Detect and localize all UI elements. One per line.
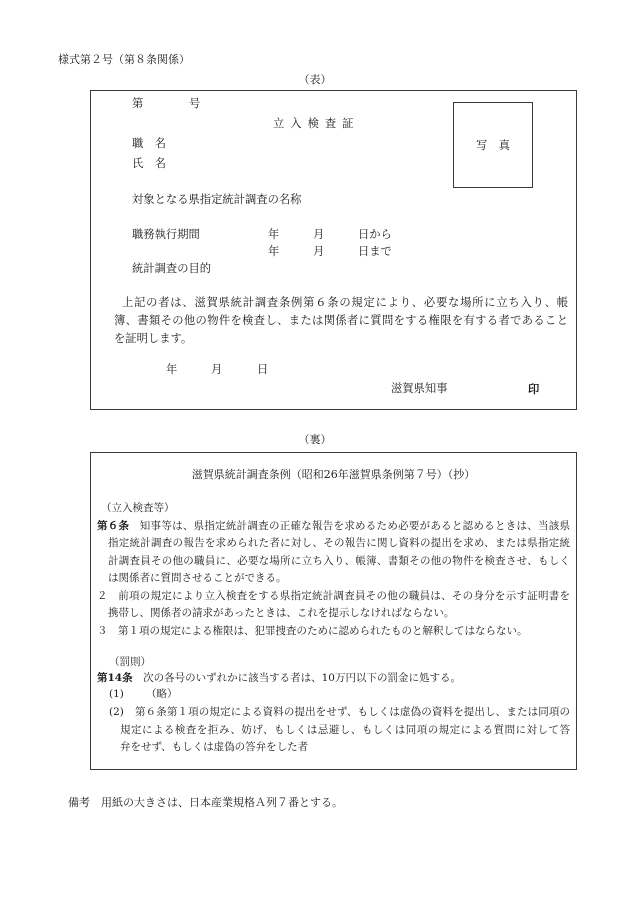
ordinance-title: 滋賀県統計調査条例（昭和26年滋賀県条例第７号）（抄） xyxy=(191,468,476,481)
para-3-text: 第１項の規定による権限は、犯罪捜査のために認められたものと解釈してはならない。 xyxy=(118,625,528,637)
article-6-text: 知事等は、県指定統計調査の正確な報告を求めるため必要があると認めるときは、当該県 xyxy=(139,520,571,532)
period-from-year: 年 xyxy=(268,228,280,241)
issue-date-year: 年 xyxy=(166,363,178,376)
certificate-title: 立 入 検 査 証 xyxy=(273,117,355,130)
period-label: 職務執行期間 xyxy=(132,228,200,241)
front-certificate-box xyxy=(90,90,577,410)
photo-label: 写 真 xyxy=(476,139,510,152)
period-from-month: 月 xyxy=(313,228,325,241)
item-2-line: 第６条第１項の規定による資料の提出をせず、もしくは虚偽の資料を提出し、または同項の xyxy=(135,706,570,718)
certificate-number-suffix: 号 xyxy=(189,97,201,110)
article-6-para-2-line xyxy=(97,588,570,604)
article-6-line: 指定統計調査の報告を求められた者に対し、その報告に関し資料の提出を求め、または県指定統 xyxy=(108,537,570,549)
front-side-label: （表） xyxy=(298,73,332,86)
para-2-number: ２ xyxy=(97,590,108,602)
item-2-line: 弁をせず、もしくは虚偽の答弁をした者 xyxy=(120,741,309,753)
article-14-label: 第14条 xyxy=(97,672,133,684)
article-14-line xyxy=(97,670,461,686)
article-6-line xyxy=(97,518,570,534)
article-6-para-3-line xyxy=(97,623,528,639)
certification-line: 上記の者は、滋賀県統計調査条例第６条の規定により、必要な場所に立ち入り、帳 xyxy=(122,296,568,309)
certification-line: を証明します。 xyxy=(114,332,193,345)
period-to-day: 日まで xyxy=(358,245,392,258)
article-6-label: 第６条 xyxy=(97,520,130,532)
issuer: 滋賀県知事 xyxy=(391,382,448,395)
penalty-heading: （罰則） xyxy=(109,656,151,668)
form-id: 様式第２号（第８条関係） xyxy=(58,53,190,66)
job-title-label: 職 名 xyxy=(132,137,166,150)
issue-date-day: 日 xyxy=(257,363,269,376)
article-14-text: 次の各号のいずれかに該当する者は、10万円以下の罰金に処する。 xyxy=(143,672,461,684)
purpose-label: 統計調査の目的 xyxy=(132,262,212,275)
item-1-number: (1) xyxy=(109,688,124,700)
survey-name-label: 対象となる県指定統計調査の名称 xyxy=(132,193,302,206)
issue-date-month: 月 xyxy=(211,363,223,376)
para-3-number: ３ xyxy=(97,625,108,637)
remarks-note: 備考 用紙の大きさは、日本産業規格Ａ列７番とする。 xyxy=(68,796,343,809)
para-2-text: 前項の規定により立入検査をする県指定統計調査員その他の職員は、その身分を示す証明書を xyxy=(118,590,571,602)
photo-box xyxy=(453,102,533,188)
certification-line: 簿、書類その他の物件を検査し、または関係者に質問をする権限を有する者であること xyxy=(114,314,568,327)
period-from-day: 日から xyxy=(358,228,392,241)
period-to-month: 月 xyxy=(313,245,325,258)
certificate-number-prefix: 第 xyxy=(132,97,144,110)
seal-mark: 印 xyxy=(528,382,540,396)
item-2-line: 規定による検査を拒み、妨げ、もしくは忌避し、もしくは同項の規定による質問に対して答 xyxy=(120,724,570,736)
article-6-line: は関係者に質問させることができる。 xyxy=(108,572,287,584)
name-label: 氏 名 xyxy=(132,157,166,170)
period-to-year: 年 xyxy=(268,245,280,258)
back-ordinance-box xyxy=(90,452,577,770)
back-side-label: （裏） xyxy=(298,433,332,446)
inspection-heading: （立入検査等） xyxy=(101,502,175,514)
item-2-number: (2) xyxy=(109,706,124,718)
item-1-text: （略） xyxy=(146,688,178,700)
article-6-line: 計調査員その他の職員に、必要な場所に立ち入り、帳簿、書類その他の物件を検査させ、もしく xyxy=(108,555,570,567)
article-6-para-2-line: 携帯し、関係者の請求があったときは、これを提示しなければならない。 xyxy=(108,607,455,619)
